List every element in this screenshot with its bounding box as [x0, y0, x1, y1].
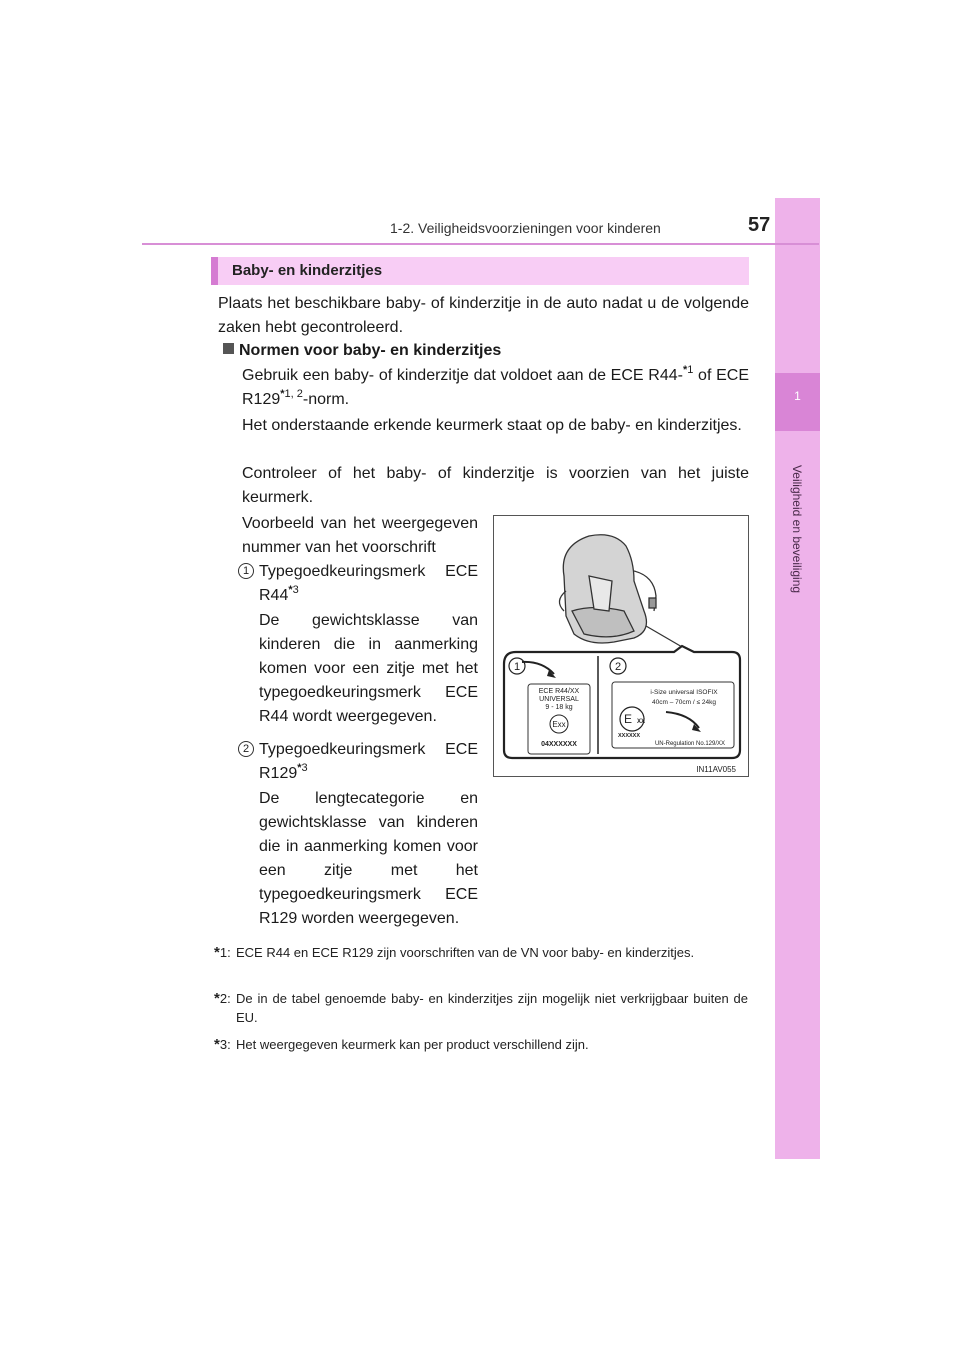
standards-paragraph: Gebruik een baby- of kinderzitje dat voldoet aan de ECE R44-$^{*1}$ of ECE R129$^{*1, 2}$-norm.: [242, 364, 749, 408]
example-paragraph: Voorbeeld van het weergegeven nummer van het voorschrift: [242, 515, 478, 556]
label2-regulation: UN-Regulation No.129/XX: [654, 741, 726, 747]
figure-callout-1: 1: [513, 661, 521, 673]
label2-e-mark-sub: XX: [637, 719, 646, 725]
chapter-number: 1: [794, 389, 801, 403]
label1-line3: 9 - 18 kg: [545, 704, 573, 711]
item-1-description: De gewichtsklasse van kinderen die in aanmerking komen voor een zitje met het typegoedkeuringsmerk ECE R44 wordt weergegeven.: [259, 612, 478, 725]
label2-number: XXXXXX: [618, 733, 641, 739]
label2-line1: i-Size universal ISOFIX: [650, 689, 718, 696]
item-number-1: 1: [238, 563, 254, 579]
subsection-heading: Normen voor baby- en kinderzitjes: [223, 339, 743, 363]
child-seat-figure: [494, 516, 748, 776]
item-2-title: Typegoedkeuringsmerk ECE R129$^{*3}$: [259, 741, 478, 782]
section-heading-bar: [211, 257, 749, 285]
footnote-3: *3: Het weergegeven keurmerk kan per product verschillend zijn.: [214, 1036, 589, 1053]
intro-paragraph: Plaats het beschikbare baby- of kinderzitje in de auto nadat u de volgende zaken hebt gecontroleerd.: [218, 295, 749, 336]
square-bullet-icon: [223, 343, 234, 354]
check-mark-paragraph: Controleer of het baby- of kinderzitje is voorzien van het juiste keurmerk.: [242, 465, 749, 506]
chapter-sidebar: [775, 198, 820, 1159]
child-seat-icon: [559, 535, 656, 643]
label2-e-mark: E: [623, 712, 633, 726]
header-rule: [142, 243, 819, 245]
section-title: Baby- en kinderzitjes: [232, 262, 383, 279]
approval-mark-paragraph: Het onderstaande erkende keurmerk staat op de baby- en kinderzitjes.: [242, 417, 742, 434]
running-header: 1-2. Veiligheidsvoorzieningen voor kinderen: [390, 220, 661, 236]
item-2-description: De lengtecategorie en gewichtsklasse van kinderen die in aanmerking komen voor een zitje met het typegoedkeuringsmerk ECE R129 worden weergegeven.: [259, 790, 478, 927]
figure-code: IN11AV055: [696, 765, 736, 774]
label1-line1: ECE R44/XX: [538, 688, 580, 695]
item-1-title: Typegoedkeuringsmerk ECE R44$^{*3}$: [259, 563, 478, 604]
footnote-1: *1: ECE R44 en ECE R129 zijn voorschriften van de VN voor baby- en kinderzitjes.: [214, 944, 695, 961]
footnote-2: *2: De in de tabel genoemde baby- en kinderzitjes zijn mogelijk niet verkrijgbaar buiten de EU.: [214, 990, 748, 1025]
figure-callout-2: 2: [614, 661, 622, 673]
page-number: 57: [748, 214, 771, 236]
label1-e-mark: Exx: [552, 720, 566, 729]
label1-number: 04XXXXXX: [541, 741, 577, 748]
child-seat-illustration: [493, 515, 749, 777]
label2-line2: 40cm – 70cm / ≤ 24kg: [652, 699, 716, 706]
label1-line2: UNIVERSAL: [539, 696, 579, 703]
item-number-2: 2: [238, 741, 254, 757]
